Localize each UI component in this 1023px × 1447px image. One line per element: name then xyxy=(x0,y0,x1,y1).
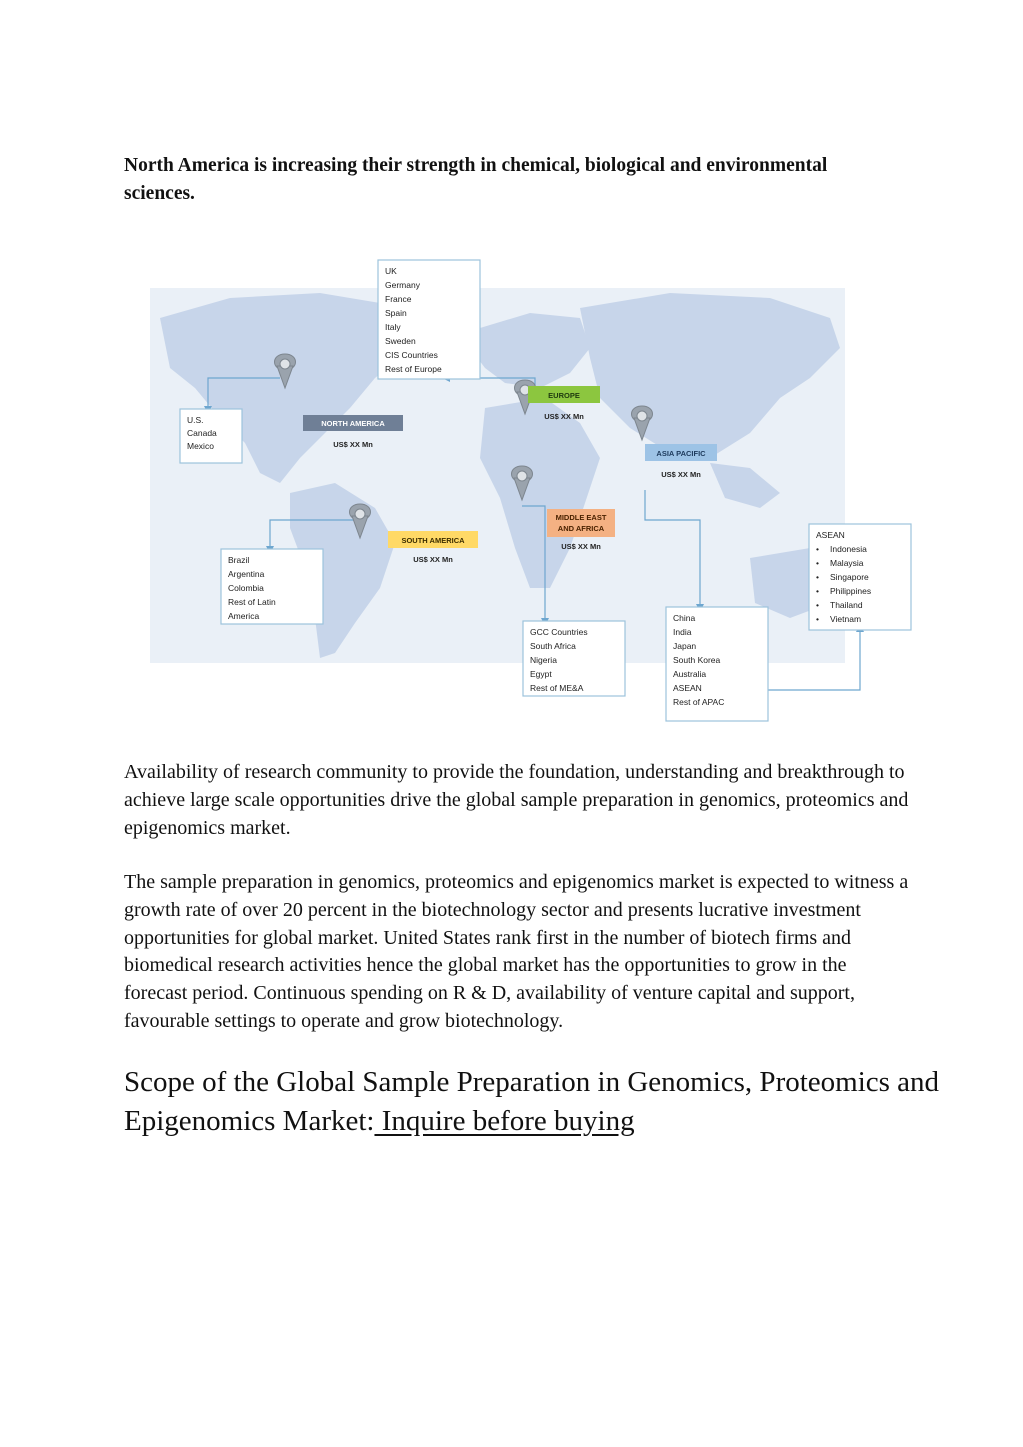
paragraph-growth-rate: The sample preparation in genomics, proteomics and epigenomics market is expected to witness a growth rate of over 20 percent in the biotechnology sector and presents lucrative investment opportunities for global market. United States rank first in the number of biotech firms and biomedical research activities hence the global market has the opportunities to grow in the forecast period. Continuous spending on R & D, availability of venture capital and support, favourable settings to operate and grow biotechnology. xyxy=(124,871,909,1032)
mea-list-item: GCC Countries xyxy=(530,627,588,637)
north-america-list-item: Canada xyxy=(187,428,217,438)
south-america-list-item: Rest of Latin xyxy=(228,597,276,607)
mea-list-item: South Africa xyxy=(530,641,576,651)
south-america-value: US$ XX Mn xyxy=(413,555,453,564)
asean-list-item: • xyxy=(816,614,819,624)
world-map-svg xyxy=(150,258,920,728)
south-america-list-item: Brazil xyxy=(228,555,250,565)
apac-list-item: Australia xyxy=(673,669,707,679)
mea-list-item: Egypt xyxy=(530,669,552,679)
europe-list-item: Italy xyxy=(385,322,401,332)
south-america-list-item: America xyxy=(228,611,260,621)
apac-list-item: South Korea xyxy=(673,655,721,665)
europe-value: US$ XX Mn xyxy=(544,412,584,421)
asean-list-item: Philippines xyxy=(830,586,872,596)
asean-list-item: • xyxy=(816,600,819,610)
scope-heading xyxy=(124,1063,944,1141)
asean-list-item: • xyxy=(816,544,819,554)
middle-east-value: US$ XX Mn xyxy=(561,542,601,551)
middle-east-label-line1: MIDDLE EAST xyxy=(555,513,607,522)
europe-list-box xyxy=(378,260,480,379)
mea-list-item: Nigeria xyxy=(530,655,557,665)
apac-list-item: Japan xyxy=(673,641,697,651)
europe-list-item: Rest of Europe xyxy=(385,364,442,374)
south-america-list-item: Colombia xyxy=(228,583,264,593)
north-america-label: NORTH AMERICA xyxy=(321,419,385,428)
section-heading: North America is increasing their strength in chemical, biological and environmental sciences. xyxy=(124,155,828,204)
asean-list-item: Singapore xyxy=(830,572,869,582)
world-map-figure xyxy=(150,258,920,728)
inquire-before-buying-link[interactable]: Inquire before buying xyxy=(374,1105,635,1137)
asean-list-item: Thailand xyxy=(830,600,863,610)
asia-pacific-value: US$ XX Mn xyxy=(661,470,701,479)
europe-list-item: Germany xyxy=(385,280,420,290)
apac-list-item: China xyxy=(673,613,696,623)
north-america-list-item: Mexico xyxy=(187,441,214,451)
asean-list-title: ASEAN xyxy=(816,530,845,540)
apac-list-item: Rest of APAC xyxy=(673,697,725,707)
apac-list-item: ASEAN xyxy=(673,683,702,693)
europe-list-item: Sweden xyxy=(385,336,416,346)
scope-heading-text: Scope of the Global Sample Preparation in Genomics, Proteomics and Epigenomics Market: xyxy=(124,1066,940,1137)
europe-list-item: Spain xyxy=(385,308,407,318)
asean-list-item: • xyxy=(816,586,819,596)
paragraph-research-community: Availability of research community to provide the foundation, understanding and breakthrough to achieve large scale opportunities drive the global sample preparation in genomics, proteomics and epigenomics market. xyxy=(124,761,909,839)
asean-list-item: • xyxy=(816,558,819,568)
south-america-list-item: Argentina xyxy=(228,569,265,579)
north-america-list-item: U.S. xyxy=(187,415,204,425)
south-america-label: SOUTH AMERICA xyxy=(401,536,465,545)
asean-list-item: Vietnam xyxy=(830,614,862,624)
asean-list-item: Malaysia xyxy=(830,558,864,568)
apac-list-item: India xyxy=(673,627,692,637)
asean-list-item: Indonesia xyxy=(830,544,867,554)
europe-label: EUROPE xyxy=(548,391,580,400)
middle-east-label-line2: AND AFRICA xyxy=(557,524,605,533)
mea-list-item: Rest of ME&A xyxy=(530,683,584,693)
north-america-value: US$ XX Mn xyxy=(333,440,373,449)
europe-list-item: UK xyxy=(385,266,397,276)
asean-list-item: • xyxy=(816,572,819,582)
europe-list-item: France xyxy=(385,294,412,304)
europe-list-item: CIS Countries xyxy=(385,350,438,360)
asia-pacific-label: ASIA PACIFIC xyxy=(656,449,706,458)
